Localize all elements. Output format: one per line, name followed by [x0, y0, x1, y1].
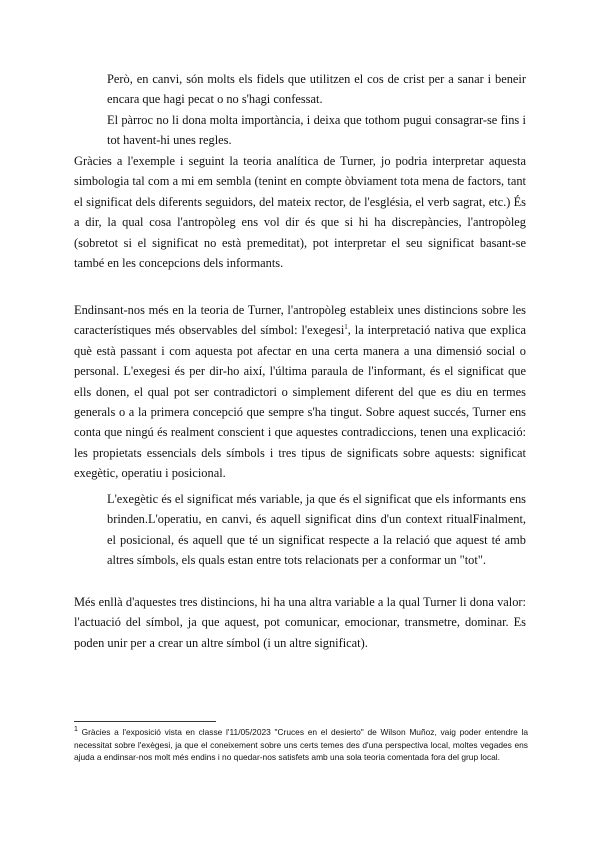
footnote-text: Gràcies a l'exposició vista en classe l'11/05/2023 "Cruces en el desierto" de Wilson Muñoz, vaig poder entendre la necessitat sobre l'exègesi, ja que el coneixement sobre uns certs temes des d'una perspectiva local, moltes vegades ens ajuda a endinsar-nos molt més endins i no quedar-nos satisfets amb una sola teoria comentada fora del grup local. — [74, 727, 528, 763]
footnote-marker: 1 — [74, 726, 78, 734]
quote-paragraph-3: L'exegètic és el significat més variable, ja que és el significat que els informants ens brinden.L'operatiu, en canvi, és aquell significat dins d'un context ritualFinalment, el posicional, és aquell que té un significat respecte a la relació que aquest té amb altres símbols, els quals estan entre tots relacionats per a conformar un "tot". — [107, 492, 526, 568]
body-paragraph-3: Més enllà d'aquestes tres distincions, hi ha una altra variable a la qual Turner li dona valor: l'actuació del símbol, ja que aquest, pot comunicar, emocionar, transmetre, dominar. Es poden unir per a crear un altre símbol (i un altre significat). — [74, 595, 526, 650]
paragraph-2-text-end: , la interpretació nativa que explica què està passant i com aquesta pot afectar en una certa manera a una dimensió social o personal. L'exegesi és per dir-ho així, l'última paraula de l'informant, és el significat que ells donen, el qual pot ser contradictori o simplement diferent del que es diu en termes generals o a la primera concepció que sempre s'ha tingut. Sobre aquest succés, Turner ens conta que ningú és realment conscient i que aquestes contradiccions, tenen una explicació: les propietats essencials dels símbols i tres tipus de significats sobre aquests: significat exegètic, operatiu i posicional. — [74, 323, 526, 481]
quote-paragraph-1: Però, en canvi, són molts els fidels que utilitzen el cos de crist per a sanar i beneir encara que hagi pecat o no s'hagi confessat. — [107, 72, 526, 107]
footnote-reference[interactable]: 1 — [344, 323, 348, 332]
footnote-separator — [74, 721, 216, 722]
quote-paragraph-2: El pàrroc no li dona molta importància, i deixa que tothom pugui consagrar-se fins i tot havent-hi unes regles. — [107, 113, 526, 148]
body-paragraph-1: Gràcies a l'exemple i seguint la teoria analítica de Turner, jo podria interpretar aquesta simbologia tal com a mi em sembla (tenint en compte òbviament tota mena de factors, tant el significat dels diferents seguidors, del mateix rector, de l'església, el verb sagrat, etc.) És a dir, la qual cosa l'antropòleg ens vol dir és que si hi ha discrepàncies, l'antropòleg (sobretot si el significat no està premeditat), pot interpretar el seu significat basant-se també en les concepcions dels informants. — [74, 154, 526, 271]
paragraph-2-text-start: Endinsant-nos més en la teoria de Turner, l'antropòleg estableix unes distincions sobre les característiques més observables del símbol: l'exegesi — [74, 303, 526, 338]
footnote — [74, 726, 528, 764]
body-paragraph-2 — [74, 300, 526, 484]
